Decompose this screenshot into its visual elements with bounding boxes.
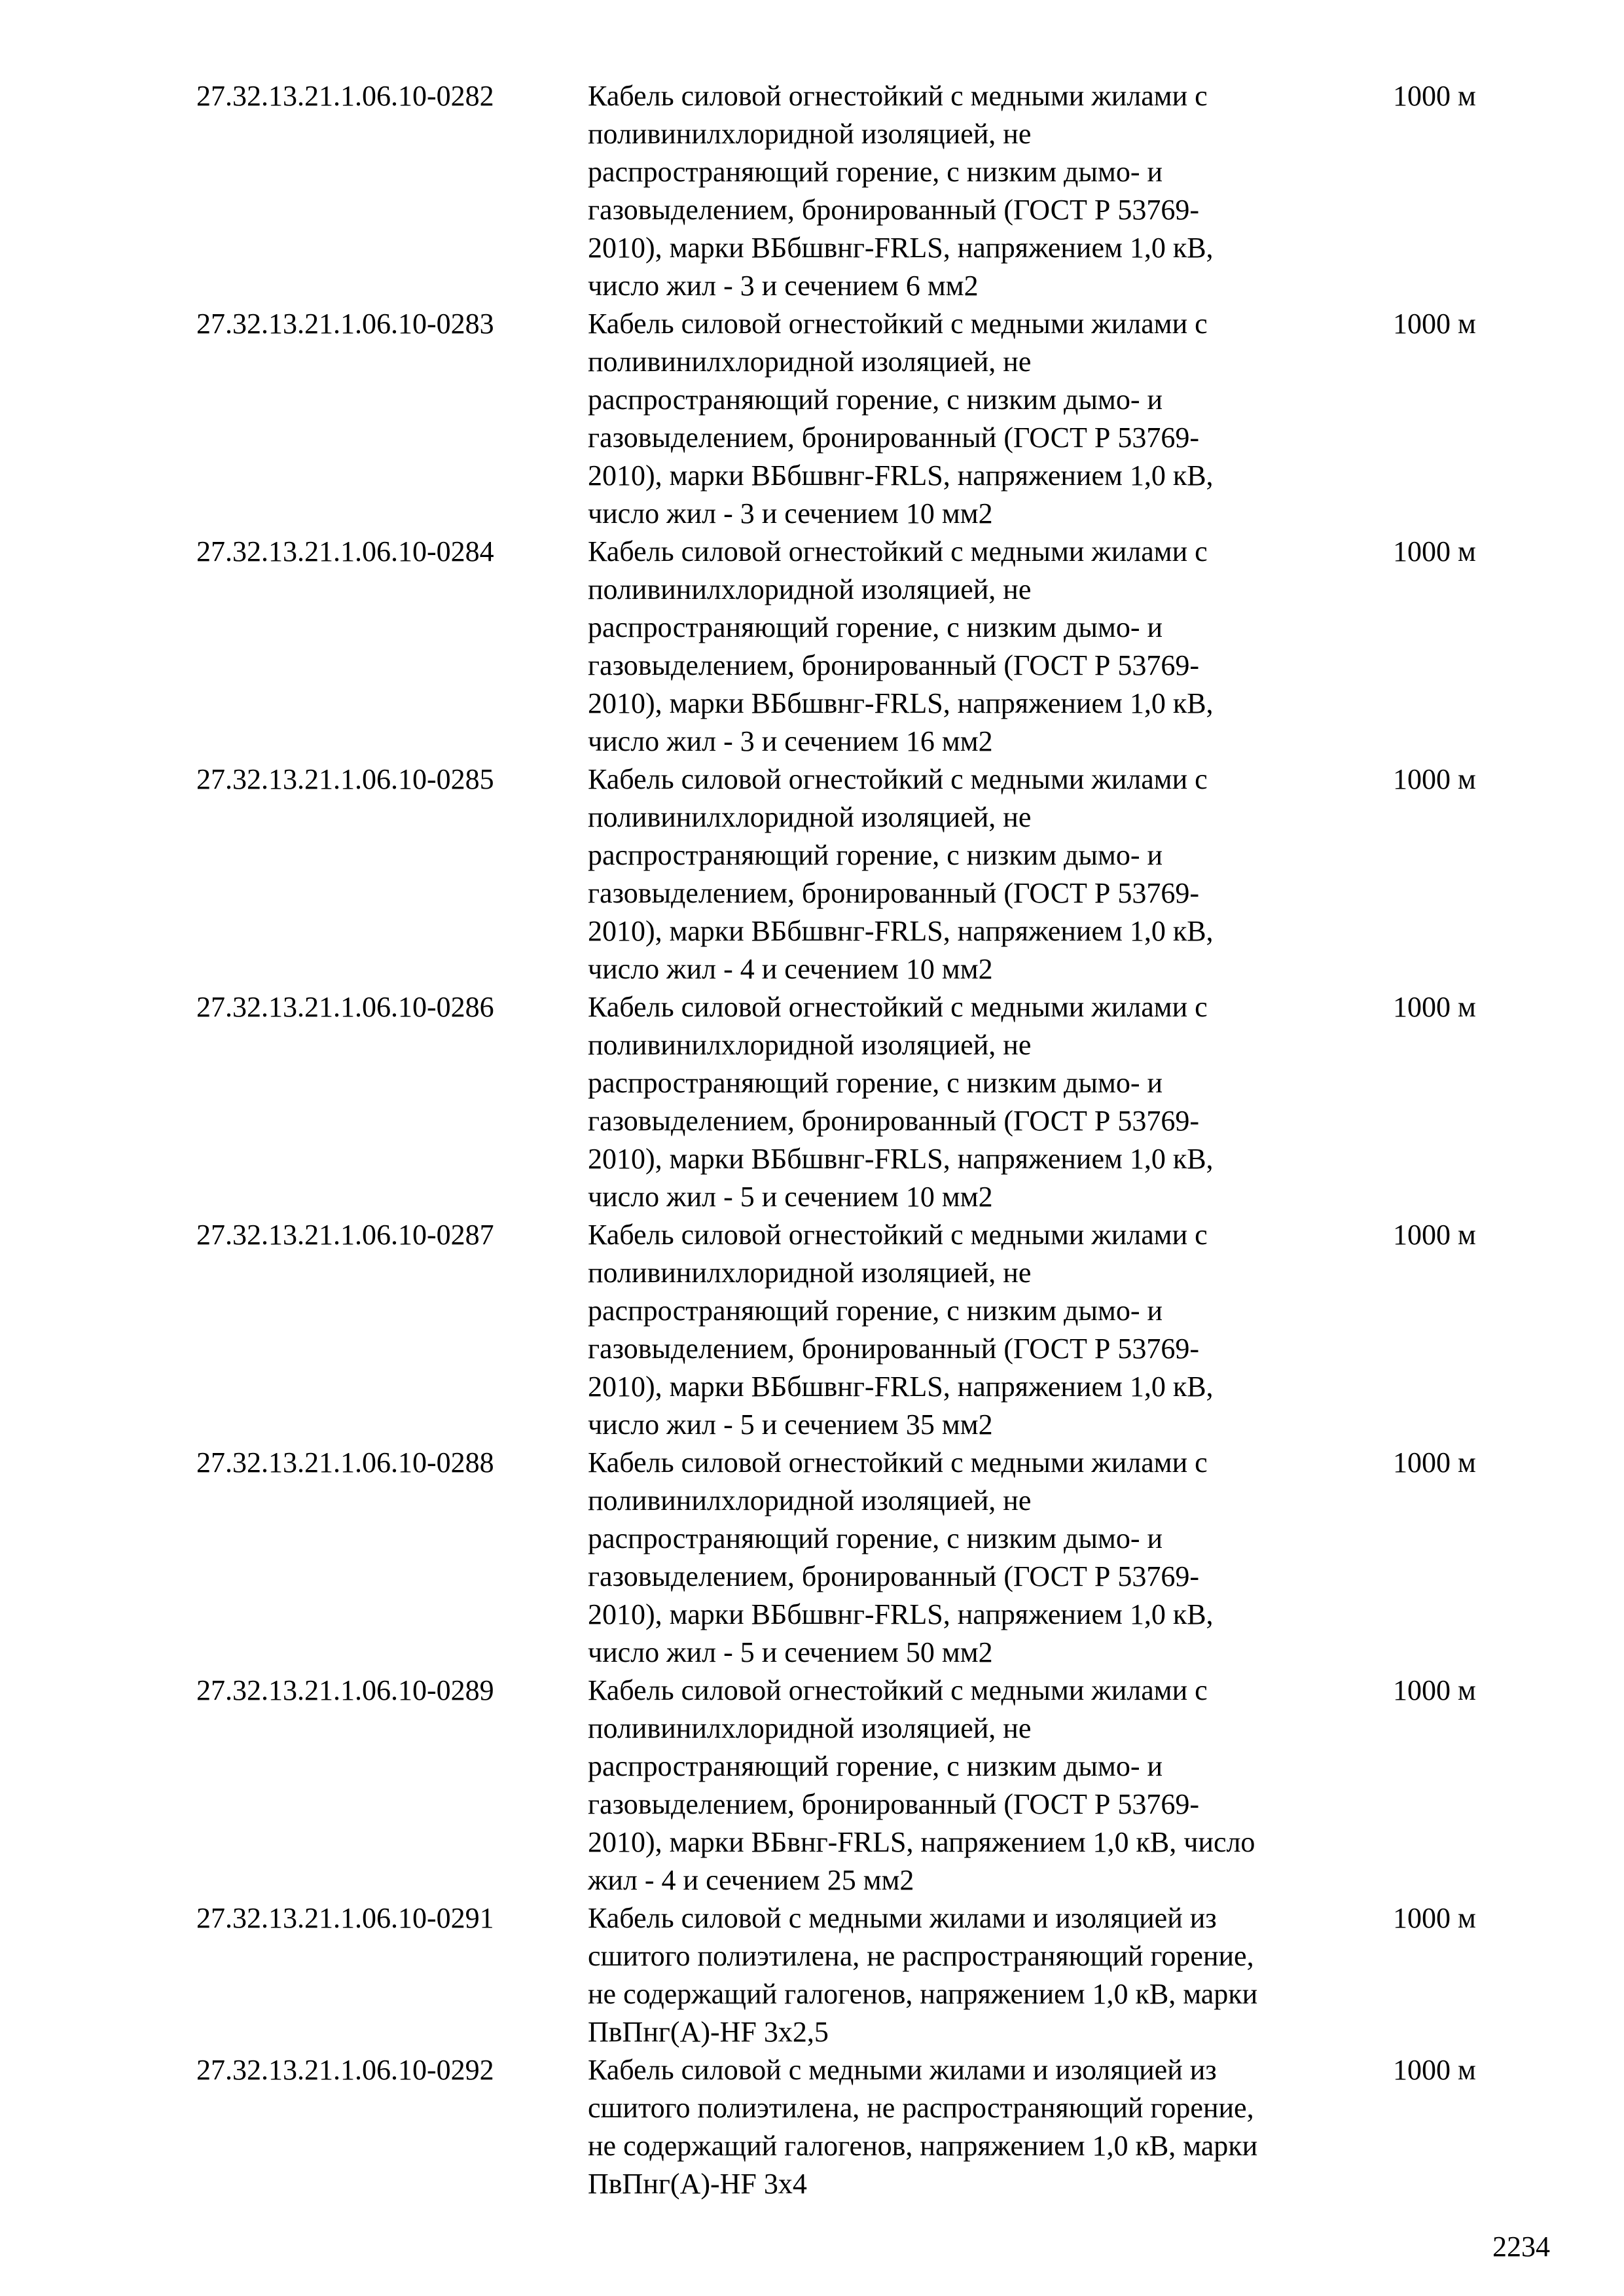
resource-code: 27.32.13.21.1.06.10-0283	[196, 308, 494, 340]
list-item	[196, 1216, 1476, 1444]
unit-of-measure: 1000 м	[1393, 1674, 1476, 1706]
unit-of-measure: 1000 м	[1393, 2054, 1476, 2086]
resource-description: Кабель силовой огнестойкий с медными жилами с поливинилхлоридной изоляцией, не распространяющий горение, с низким дымо- и газовыделением, бронированный (ГОСТ Р 53769- 2010), марки ВБбшвнг-FRLS, напряжением 1,0 кВ, число жил - 3 и сечением 10 мм2	[588, 308, 1214, 529]
resource-description: Кабель силовой огнестойкий с медными жилами с поливинилхлоридной изоляцией, не распространяющий горение, с низким дымо- и газовыделением, бронированный (ГОСТ Р 53769- 2010), марки ВБвнг-FRLS, напряжением 1,0 кВ, число жил - 4 и сечением 25 мм2	[588, 1674, 1255, 1896]
page-number: 2234	[1492, 2231, 1550, 2263]
resource-code: 27.32.13.21.1.06.10-0282	[196, 80, 494, 112]
unit-of-measure: 1000 м	[1393, 535, 1476, 567]
list-item	[196, 305, 1476, 533]
unit-of-measure: 1000 м	[1393, 1446, 1476, 1479]
resource-code: 27.32.13.21.1.06.10-0286	[196, 991, 494, 1023]
resource-list	[196, 77, 1476, 2203]
resource-description: Кабель силовой огнестойкий с медными жилами с поливинилхлоридной изоляцией, не распространяющий горение, с низким дымо- и газовыделением, бронированный (ГОСТ Р 53769- 2010), марки ВБбшвнг-FRLS, напряжением 1,0 кВ, число жил - 3 и сечением 6 мм2	[588, 80, 1214, 302]
unit-of-measure: 1000 м	[1393, 80, 1476, 112]
resource-code: 27.32.13.21.1.06.10-0289	[196, 1674, 494, 1706]
resource-code: 27.32.13.21.1.06.10-0284	[196, 535, 494, 567]
resource-description: Кабель силовой с медными жилами и изоляцией из сшитого полиэтилена, не распространяющий горение, не содержащий галогенов, напряжением 1,0 кВ, марки ПвПнг(А)-HF 3x2,5	[588, 1902, 1258, 2048]
resource-code: 27.32.13.21.1.06.10-0292	[196, 2054, 494, 2086]
resource-code: 27.32.13.21.1.06.10-0291	[196, 1902, 494, 1934]
list-item	[196, 1899, 1476, 2051]
list-item	[196, 1672, 1476, 1899]
resource-code: 27.32.13.21.1.06.10-0287	[196, 1219, 494, 1251]
resource-description: Кабель силовой огнестойкий с медными жилами с поливинилхлоридной изоляцией, не распространяющий горение, с низким дымо- и газовыделением, бронированный (ГОСТ Р 53769- 2010), марки ВБбшвнг-FRLS, напряжением 1,0 кВ, число жил - 5 и сечением 35 мм2	[588, 1219, 1214, 1441]
unit-of-measure: 1000 м	[1393, 991, 1476, 1023]
list-item	[196, 761, 1476, 988]
resource-description: Кабель силовой огнестойкий с медными жилами с поливинилхлоридной изоляцией, не распространяющий горение, с низким дымо- и газовыделением, бронированный (ГОСТ Р 53769- 2010), марки ВБбшвнг-FRLS, напряжением 1,0 кВ, число жил - 5 и сечением 10 мм2	[588, 991, 1214, 1213]
unit-of-measure: 1000 м	[1393, 1902, 1476, 1934]
list-item	[196, 533, 1476, 761]
list-item	[196, 1444, 1476, 1672]
list-item	[196, 77, 1476, 305]
resource-code: 27.32.13.21.1.06.10-0285	[196, 763, 494, 795]
list-item	[196, 988, 1476, 1216]
resource-code: 27.32.13.21.1.06.10-0288	[196, 1446, 494, 1479]
resource-description: Кабель силовой с медными жилами и изоляцией из сшитого полиэтилена, не распространяющий горение, не содержащий галогенов, напряжением 1,0 кВ, марки ПвПнг(А)-HF 3x4	[588, 2054, 1258, 2200]
resource-description: Кабель силовой огнестойкий с медными жилами с поливинилхлоридной изоляцией, не распространяющий горение, с низким дымо- и газовыделением, бронированный (ГОСТ Р 53769- 2010), марки ВБбшвнг-FRLS, напряжением 1,0 кВ, число жил - 4 и сечением 10 мм2	[588, 763, 1214, 985]
unit-of-measure: 1000 м	[1393, 1219, 1476, 1251]
list-item	[196, 2051, 1476, 2203]
unit-of-measure: 1000 м	[1393, 308, 1476, 340]
resource-description: Кабель силовой огнестойкий с медными жилами с поливинилхлоридной изоляцией, не распространяющий горение, с низким дымо- и газовыделением, бронированный (ГОСТ Р 53769- 2010), марки ВБбшвнг-FRLS, напряжением 1,0 кВ, число жил - 5 и сечением 50 мм2	[588, 1446, 1214, 1668]
resource-description: Кабель силовой огнестойкий с медными жилами с поливинилхлоридной изоляцией, не распространяющий горение, с низким дымо- и газовыделением, бронированный (ГОСТ Р 53769- 2010), марки ВБбшвнг-FRLS, напряжением 1,0 кВ, число жил - 3 и сечением 16 мм2	[588, 535, 1214, 757]
unit-of-measure: 1000 м	[1393, 763, 1476, 795]
